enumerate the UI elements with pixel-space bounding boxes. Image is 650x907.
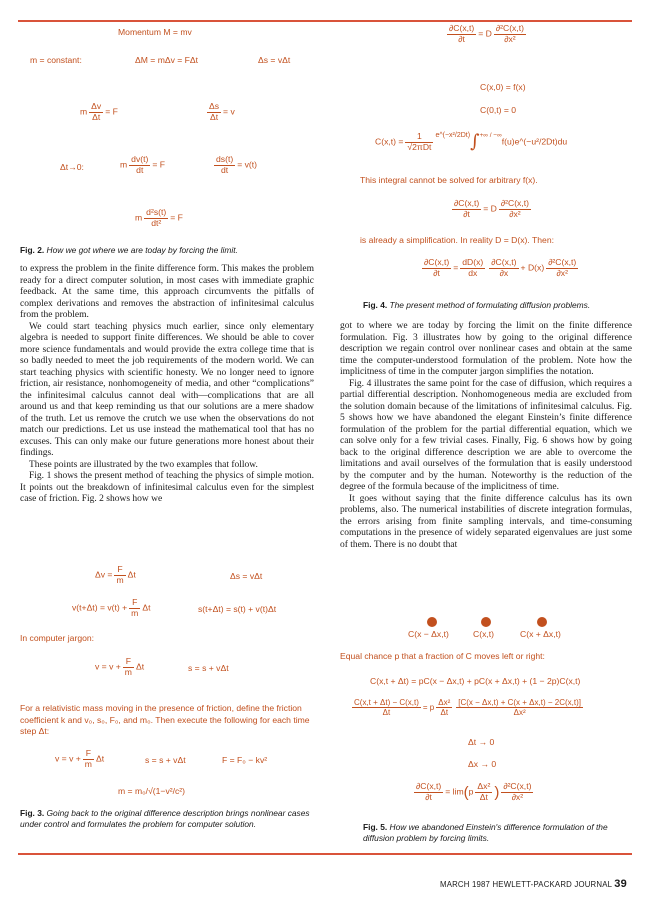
fig2-dm: ΔM = mΔv = FΔt bbox=[135, 55, 199, 65]
fig2-ds: Δs = vΔt bbox=[258, 55, 291, 65]
footer-journal: MARCH 1987 HEWLETT-PACKARD JOURNAL bbox=[440, 880, 612, 889]
fig3-eq2b: s(t+Δt) = s(t) + v(t)Δt bbox=[198, 604, 277, 614]
fig2-eq-m2: m $\frac{dv(t)}{dt}$ = F bbox=[120, 154, 166, 175]
body-left-p1: to express the problem in the finite difference form. This makes the problem ready for a direct computer solution, in most cases with immediate graphic feedback. At the same time, this approach circumvents the pitfalls of complex derivations and removes the abstraction of infinitesimal calculus from the problem. bbox=[20, 264, 314, 320]
fig2-eq-s2: $\frac{ds(t)}{dt}$ = v(t) bbox=[216, 154, 258, 175]
fig3-eq3b: s = s + vΔt bbox=[188, 663, 229, 673]
fig4-eq2: $\frac{\partial C(x,t)}{\partial t}$ = D $\frac{\text{∂²C(x,t)}}{\text{∂x²}}$ bbox=[454, 198, 529, 219]
fig5-dot-left bbox=[427, 617, 437, 627]
fig5-eq2: $\frac{C(x,t + \Delta t) - C(x,t)}{\Delta t}$ = p $\frac{\text{Δx²}}{\Delta t}$ $\frac{[C(x - \Delta x,t) + C(x + \Delta x,t) - 2C(x,t)]}{\text{Δx²}}$ bbox=[354, 698, 581, 718]
fig5-note: Equal chance p that a fraction of C moves left or right: bbox=[340, 651, 545, 661]
fig5-dot2-label: C(x,t) bbox=[473, 629, 495, 639]
fig3-eq3a: v = v + $\frac{F}{m}$ Δt bbox=[95, 656, 145, 677]
fig3-note: For a relativistic mass moving in the presence of friction, define the friction coefficient k and v₀, s₀, F₀, and m₀. Then execute the following for each time step Δt: bbox=[20, 703, 310, 737]
fig5-dot1-label: C(x − Δx,t) bbox=[408, 629, 449, 639]
body-left-p3: These points are illustrated by the two examples that follow. bbox=[29, 459, 258, 470]
fig3-eq2a: v(t+Δt) = v(t) + $\frac{F}{m}$ Δt bbox=[72, 597, 151, 618]
fig5-lim2: Δx → 0 bbox=[468, 759, 497, 769]
fig4-eq3: $\frac{\partial C(x,t)}{\partial t}$ = $\frac{dD(x)}{dx}$ $\frac{\partial C(x,t)}{\partial x}$ + D(x) $\frac{\text{∂²C(x,t)}}{\text{∂x²}}$ bbox=[424, 257, 577, 278]
fig2-eq-m3: m $\frac{\text{d²s(t)}}{\text{dt²}}$ = F bbox=[135, 207, 183, 228]
fig5-dot3-label: C(x + Δx,t) bbox=[520, 629, 561, 639]
body-right bbox=[340, 321, 632, 551]
fig5-dot-center bbox=[481, 617, 491, 627]
fig2-block bbox=[0, 0, 320, 250]
fig2-title: Momentum M = mv bbox=[118, 27, 192, 37]
fig3-eq1a: Δv = $\frac{F}{m}$ Δt bbox=[95, 564, 136, 585]
fig2-m-const: m = constant: bbox=[30, 55, 82, 65]
fig2-limit: Δt→0: bbox=[60, 162, 84, 172]
body-left bbox=[20, 264, 314, 506]
fig2-caption: Fig. 2. How we got where we are today by forcing the limit. bbox=[20, 245, 238, 255]
fig4-note2: is already a simplification. In reality D = D(x). Then: bbox=[360, 235, 554, 245]
fig4-caption: Fig. 4. The present method of formulating diffusion problems. bbox=[363, 300, 591, 310]
fig2-eq-m1: m $\frac{\Delta v}{\Delta t}$ = F bbox=[80, 101, 118, 122]
fig5-lim1: Δt → 0 bbox=[468, 737, 495, 747]
fig3-caption: Fig. 3. Going back to the original difference description brings nonlinear cases under control and formulates the problem for computer solution. bbox=[20, 808, 310, 829]
fig3-jargon: In computer jargon: bbox=[20, 633, 95, 643]
fig3-eq4a: v = v + $\frac{F}{m}$ Δt bbox=[55, 748, 105, 769]
fig4-eq1: $\frac{\partial C(x,t)}{\partial t}$ = D $\frac{\text{∂²C(x,t)}}{\text{∂x²}}$ bbox=[449, 23, 524, 44]
fig3-eq4b: s = s + vΔt bbox=[145, 755, 186, 765]
fig5-eq3: $\frac{\partial C(x,t)}{\partial t}$ = lim(p $\frac{\text{Δx²}}{\Delta t}$ ) $\frac{\text{∂²C(x,t)}}{\text{∂x²}}$ bbox=[416, 781, 532, 802]
fig4-ic1: C(x,0) = f(x) bbox=[480, 82, 526, 92]
bottom-rule bbox=[18, 853, 632, 855]
fig5-dot-right bbox=[537, 617, 547, 627]
fig4-note1: This integral cannot be solved for arbitrary f(x). bbox=[360, 175, 538, 185]
body-left-p4: Fig. 1 shows the present method of teaching the physics of simple motion. It points out the breakdown of infinitesimal calculus even for the simplest case of friction. Fig. 2 shows how we bbox=[20, 471, 314, 504]
fig3-eq4c: F = F₀ − kv² bbox=[222, 755, 268, 765]
fig2-eq-s1: $\frac{\Delta s}{\Delta t}$ = v bbox=[209, 101, 235, 122]
fig5-caption: Fig. 5. How we abandoned Einstein's difference formulation of the diffusion problem by forcing limits. bbox=[363, 822, 608, 843]
fig4-ic2: C(0,t) = 0 bbox=[480, 105, 517, 115]
body-right-p2: Fig. 4 illustrates the same point for the case of diffusion, which requires a partial differential description. Nonhomogeneous media are excluded from the solution domain because of the limitations of infinitesimal calculus. Fig. 5 shows how we have abandoned the elegant Einstein’s finite difference formulation of the problem for the partial differential equation, which we can solve only for a few trivial cases. Finally, Fig. 6 shows how by going back to the original difference description we are able to overcome the limitations and avail ourselves of the formulation that is easily understood by the computer and by the human. Noteworthy is the reduction of the degree of the formula because of the implicitness of time. bbox=[340, 378, 632, 492]
page-footer bbox=[440, 878, 627, 890]
fig5-eq1: C(x,t + Δt) = pC(x − Δx,t) + pC(x + Δx,t) + (1 − 2p)C(x,t) bbox=[370, 676, 581, 686]
fig3-eq5: m = m₀/√(1−v²/c²) bbox=[118, 786, 186, 796]
footer-page-number: 39 bbox=[614, 878, 627, 890]
body-left-p2: We could start teaching physics much earlier, since only elementary algebra is needed to support finite differences. We should be able to cover more science fundamentals and would provide the extra college time that is so badly needed to meet the job requirements of the modern world. We can start teaching physics with scientific honesty. We no longer need to ignore friction, air resistance, nonhomogeneity of media, and other “complications” the infinitesimal calculus cannot deal with—complications that are all around us and that keep reminding us that our solutions are a mere shadow of the truth. Let us remove the crutch we use when the observations do not match our predictions. Let us use instead the mathematical tool that has no excuses. This can only make our future generations more honest about their findings. bbox=[20, 321, 314, 458]
body-right-p3: It goes without saying that the finite difference calculus has its own problems, also. The numerical instabilities of discrete integration formulas, the errors arising from finite sampling intervals, and time-consuming computations in the presence of widely separated eigenvalues are just some of them. There is no doubt that bbox=[340, 493, 632, 550]
fig3-eq1b: Δs = vΔt bbox=[230, 571, 263, 581]
fig4-solution: C(x,t) = 1 √2πDt $^{e\^{}(-x^2/2Dt)}$∫+∞ / −∞f(u)e^(−u²/2Dt)du bbox=[375, 131, 568, 153]
body-right-p1: got to where we are today by forcing the limit on the finite difference formulation. Fig. 3 illustrates how by going to the original difference description we regain control over nonlinear cases and obtain at the same time the computer-understood formulation of the problem. Note how the implicitness of time in the computer jargon simplifies the notation. bbox=[340, 321, 632, 377]
